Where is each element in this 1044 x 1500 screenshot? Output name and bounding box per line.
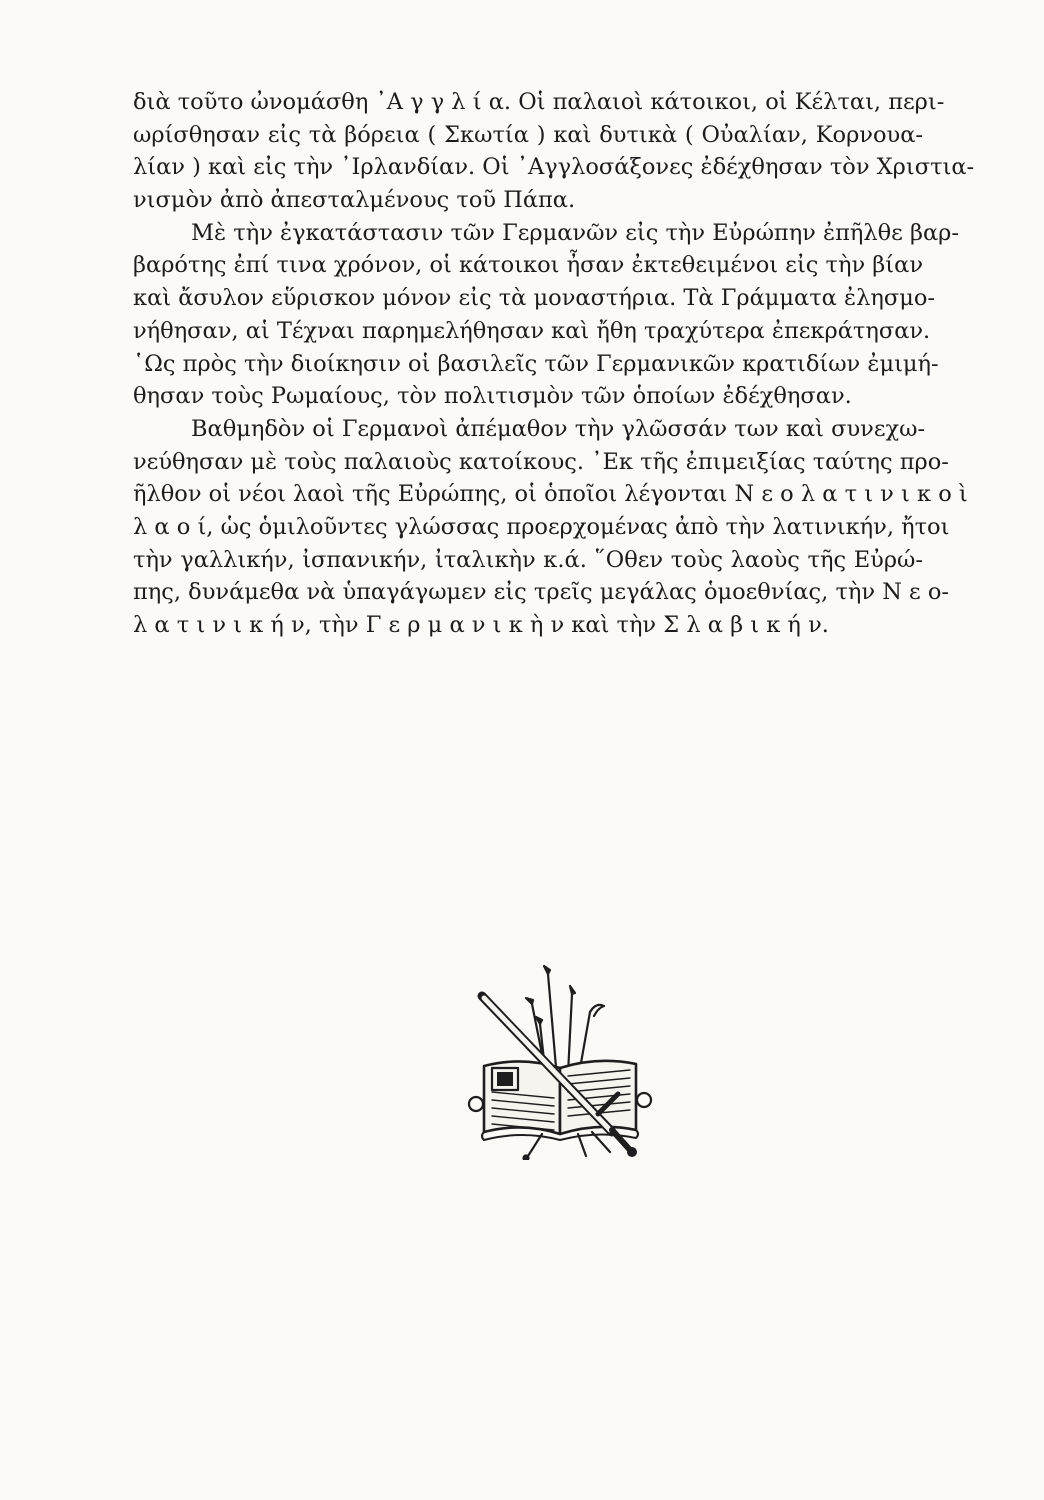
books-sword-quills-icon (462, 964, 658, 1160)
text-line: ῆλθον οἱ νέοι λαοὶ τῆς Εὐρώπης, οἱ ὁποῖοι λέγονται Ν ε ο λ α τ ι ν ι κ ο ὶ (133, 481, 968, 508)
text-line: νισμὸν ἀπὸ ἀπεσταλμένους τοῦ Πάπα. (133, 187, 576, 214)
text-line: τὴν γαλλικήν, ἰσπανικήν, ἰταλικὴν κ.ά. ῞Οθεν τοὺς λαοὺς τῆς Εὐρώ- (133, 546, 923, 573)
text-line: λίαν ) καὶ εἰς τὴν ᾿Ιρλανδίαν. Οἱ ᾿Αγγλοσάξονες ἐδέχθησαν τὸν Χριστια- (133, 154, 975, 181)
text-line: διὰ τοῦτο ὠνομάσθη ᾿Α γ γ λ ί α. Οἱ παλαιοὶ κάτοικοι, οἱ Κέλται, περι- (133, 89, 945, 115)
text-line: λ α ο ί, ὡς ὁμιλοῦντες γλώσσας προερχομένας ἀπὸ τὴν λατινικήν, ἤτοι (133, 513, 950, 540)
text-line: πης, δυνάμεθα νὰ ὑπαγάγωμεν εἰς τρεῖς μεγάλας ὁμοεθνίας, τὴν Ν ε ο- (133, 579, 950, 606)
text-line: θησαν τοὺς Ρωμαίους, τὸν πολιτισμὸν τῶν ὁποίων ἐδέχθησαν. (133, 383, 852, 410)
text-line: Βαθμηδὸν οἱ Γερμανοὶ ἀπέμαθον τὴν γλῶσσάν των καὶ συνεχω- (191, 415, 926, 442)
paragraph-3 (133, 413, 968, 642)
paragraph-2 (133, 217, 959, 413)
text-line: νήθησαν, αἱ Τέχναι παρημελήθησαν καὶ ἤθη τραχύτερα ἐπεκράτησαν. (133, 317, 931, 344)
body-text (133, 86, 975, 642)
text-line: λ α τ ι ν ι κ ή ν, τὴν Γ ε ρ μ α ν ι κ ὴ ν καὶ τὴν Σ λ α β ι κ ή ν. (133, 612, 829, 638)
text-line: ῾Ως πρὸς τὴν διοίκησιν οἱ βασιλεῖς τῶν Γερμανικῶν κρατιδίων ἐμιμή- (133, 350, 939, 377)
text-line: βαρότης ἐπί τινα χρόνον, οἱ κάτοικοι ἦσαν ἐκτεθειμένοι εἰς τὴν βίαν (133, 252, 923, 279)
text-line: Μὲ τὴν ἐγκατάστασιν τῶν Γερμανῶν εἰς τὴν Εὐρώπην ἐπῆλθε βαρ- (191, 219, 959, 246)
text-line: νεύθησαν μὲ τοὺς παλαιοὺς κατοίκους. ᾿Εκ τῆς ἐπιμειξίας ταύτης προ- (133, 448, 949, 475)
text-line: ωρίσθησαν εἰς τὰ βόρεια ( Σκωτία ) καὶ δυτικὰ ( Οὐαλίαν, Κορνουα- (133, 121, 923, 148)
paragraph-1 (133, 86, 975, 217)
text-line: καὶ ἄσυλον εὕρισκον μόνον εἰς τὰ μοναστήρια. Τὰ Γράμματα ἐλησμο- (133, 285, 935, 312)
